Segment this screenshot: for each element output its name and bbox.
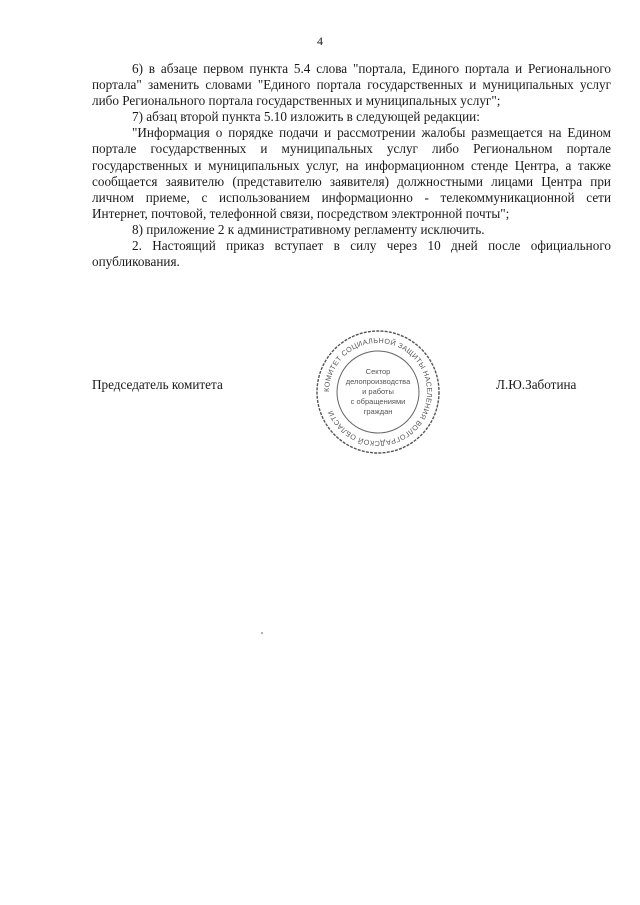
seal-center-line-1: Сектор xyxy=(365,367,391,376)
seal-center-line-2: делопроизводства xyxy=(345,377,411,386)
document-body xyxy=(92,61,611,270)
paragraph-item-8: 8) приложение 2 к административному регламенту исключить. xyxy=(132,221,485,237)
paragraph-new-wording: "Информация о порядке подачи и рассмотрении жалобы размещается на Едином портале государственных и муниципальных услуг либо Региональном портале государственных и муниципальных услуг, на информационном стенде Центра, а также сообщается заявителю (представителю заявителя) должностными лицами Центра при личном приеме, с использованием информационно - телекоммуникационной сети Интернет, почтовой, телефонной связи, посредством электронной почты"; xyxy=(92,125,611,221)
page-number: 4 xyxy=(317,34,323,48)
scan-speck xyxy=(261,632,263,634)
paragraph-item-7: 7) абзац второй пункта 5.10 изложить в следующей редакции: xyxy=(132,109,480,125)
seal-ring-textpath: КОМИТЕТ СОЦИАЛЬНОЙ ЗАЩИТЫ НАСЕЛЕНИЯ ВОЛГОГРАДСКОЙ ОБЛАСТИ xyxy=(321,335,435,449)
official-seal-stamp xyxy=(313,327,443,457)
paragraph-item-6: 6) в абзаце первом пункта 5.4 слова "портала, Единого портала и Регионального портала" заменить словами "Единого портала государственных и муниципальных услуг либо Регионального портала государственных и муниципальных услуг"; xyxy=(92,61,611,109)
seal-center-line-5: граждан xyxy=(363,407,393,416)
signatory-name: Л.Ю.Заботина xyxy=(496,377,577,392)
seal-center-line-3: и работы xyxy=(362,387,394,396)
seal-center-line-4: с обращениями xyxy=(350,397,406,406)
paragraph-effective-date: 2. Настоящий приказ вступает в силу через 10 дней после официального опубликования. xyxy=(92,238,611,270)
signatory-title: Председатель комитета xyxy=(92,377,223,392)
